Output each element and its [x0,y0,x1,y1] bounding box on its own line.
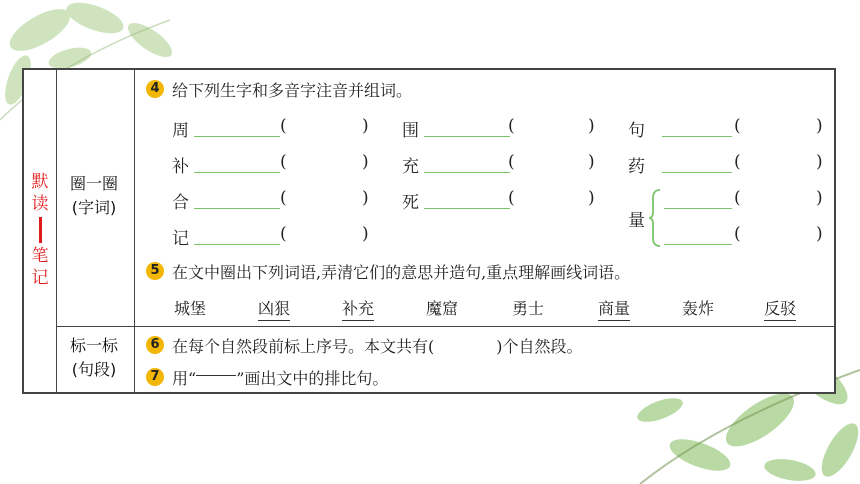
paren-open: ( [734,224,741,244]
paren-open: ( [734,152,741,172]
question-number-badge: 6 [146,336,164,354]
pinyin-blank[interactable] [194,244,280,245]
category-cell [24,68,56,392]
paren-close: ) [362,188,369,208]
char-bu: 补 [172,157,189,177]
char-wei: 围 [402,121,419,141]
category-char: 笔 [31,246,49,266]
paren-open: ( [508,152,515,172]
char-chong: 充 [402,157,419,177]
category-char: 默 [31,172,49,192]
pinyin-blank[interactable] [664,244,732,245]
question-4-text: 给下列生字和多音字注音并组词。 [172,81,413,100]
section-title-line: (句段) [71,360,117,379]
paren-close: ) [588,116,595,136]
paren-open: ( [280,116,287,136]
char-ji: 记 [172,229,189,249]
question-number-badge: 7 [146,368,164,386]
word-item-underlined: 补充 [342,296,374,321]
q7-text-before: 用“ [172,369,197,388]
q6-text-after: )个自然段。 [496,337,583,356]
word-item-underlined: 凶狠 [258,296,290,321]
q6-text-before: 在每个自然段前标上序号。本文共有( [172,337,435,356]
word-item: 勇士 [512,299,545,318]
pinyin-blank[interactable] [662,172,732,173]
paren-open: ( [508,116,515,136]
word-item: 城堡 [174,299,207,318]
pinyin-blank[interactable] [662,136,732,137]
paren-close: ) [362,224,369,244]
paren-open: ( [734,188,741,208]
char-ju: 句 [628,121,645,141]
paren-open: ( [280,224,287,244]
word-item-underlined: 反驳 [764,296,796,321]
pinyin-blank[interactable] [194,136,280,137]
line-mark-icon [196,375,236,376]
paren-close: ) [362,116,369,136]
char-yao: 药 [628,157,645,177]
pinyin-blank[interactable] [194,208,280,209]
word-item: 魔窟 [426,299,459,318]
paren-open: ( [280,188,287,208]
section-title-words [56,68,132,324]
pinyin-blank[interactable] [424,172,510,173]
question-number-badge: 5 [146,262,164,280]
section-title-sentences [56,324,132,392]
brace-icon [648,188,662,248]
word-item: 轰炸 [682,299,715,318]
word-item-underlined: 商量 [598,296,630,321]
paren-open: ( [280,152,287,172]
section-title-line: 标一标 [69,336,118,355]
question-number-badge: 4 [146,80,164,98]
category-dash [39,217,42,243]
paren-close: ) [816,224,823,244]
paren-close: ) [362,152,369,172]
question-7-text [172,366,388,389]
category-char: 读 [31,194,49,214]
char-liang: 量 [628,211,645,231]
question-5-text: 在文中圈出下列词语,弄清它们的意思并造句,重点理解画线词语。 [172,263,631,282]
pinyin-blank[interactable] [424,208,510,209]
paren-open: ( [734,116,741,136]
pinyin-blank[interactable] [424,136,510,137]
paren-close: ) [588,188,595,208]
section-title-line: 圈一圈 [69,174,118,193]
paren-close: ) [588,152,595,172]
paren-close: ) [816,188,823,208]
pinyin-blank[interactable] [664,208,732,209]
pinyin-blank[interactable] [194,172,280,173]
paren-close: ) [816,152,823,172]
category-char: 记 [31,268,49,288]
char-zhou: 周 [172,121,189,141]
paren-open: ( [508,188,515,208]
worksheet-table [22,68,836,394]
char-he: 合 [172,193,189,213]
section-title-line: (字词) [71,198,117,217]
q7-text-after: ”画出文中的排比句。 [236,369,389,388]
paren-close: ) [816,116,823,136]
question-6-text [172,334,583,357]
char-si: 死 [402,193,419,213]
